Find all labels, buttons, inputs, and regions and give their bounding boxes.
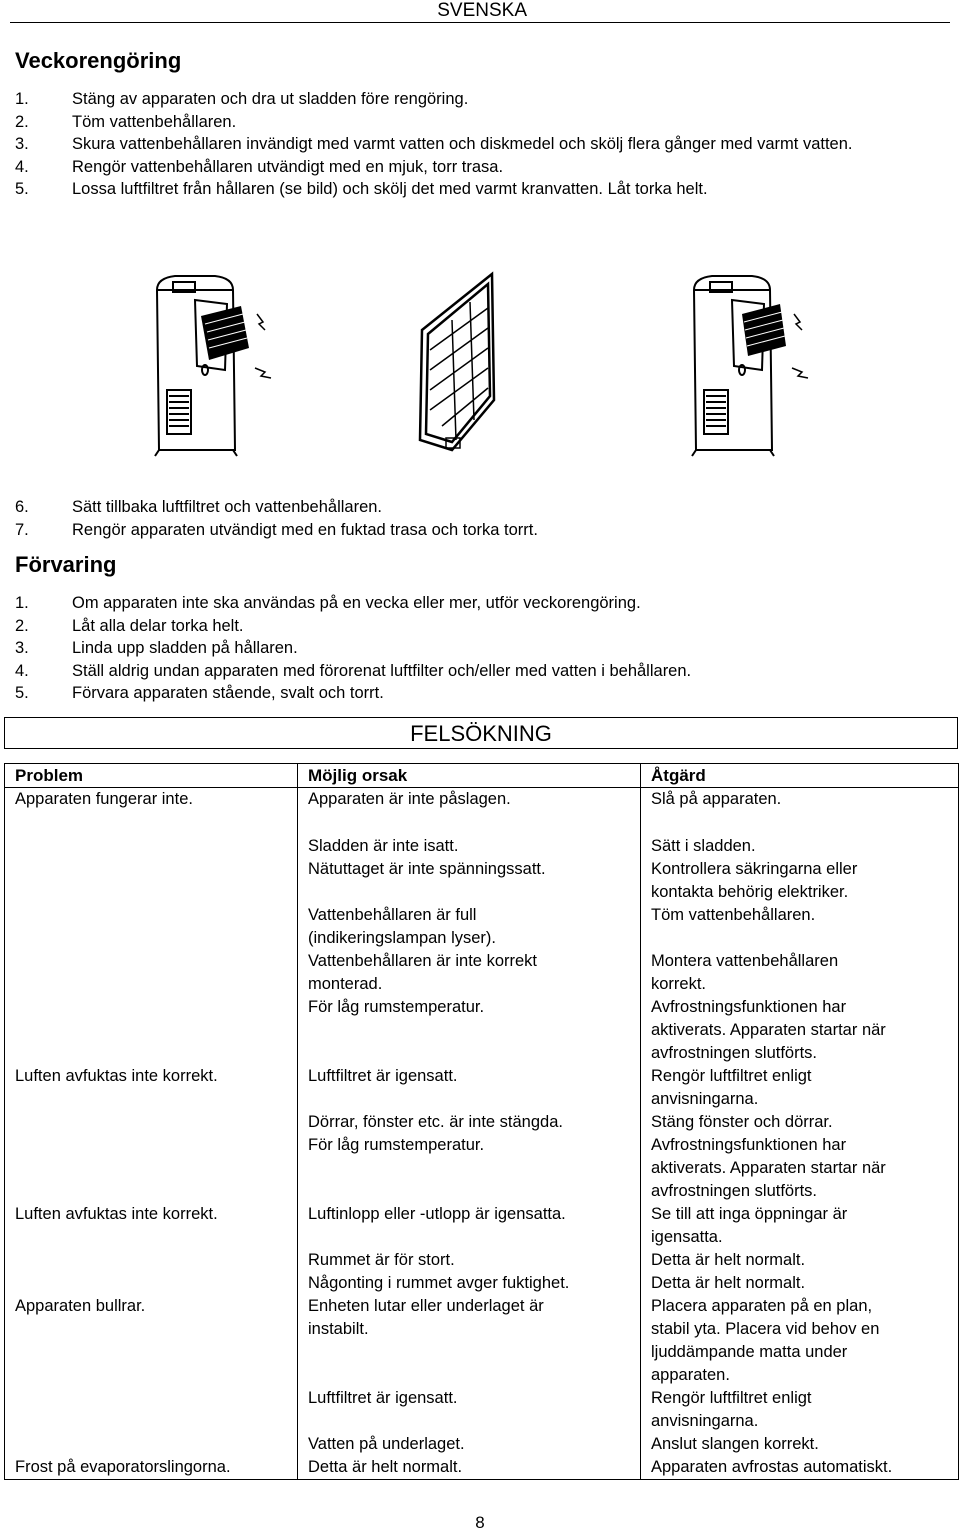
cell-action <box>641 1433 959 1456</box>
cell-text-line: ljuddämpande matta under <box>651 1343 848 1361</box>
cell-text-line: Avfrostningsfunktionen har <box>651 998 847 1016</box>
list-item: 2. Låt alla delar torka helt. <box>15 616 244 635</box>
cell-text-line: monterad. <box>308 975 383 993</box>
troubleshooting-heading-box <box>4 717 958 749</box>
cell-text-line: Avfrostningsfunktionen har <box>651 1136 847 1154</box>
cell-text-line: Rengör luftfiltret enligt <box>651 1389 812 1407</box>
cell-text-line: korrekt. <box>651 975 707 993</box>
column-header-action: Åtgärd <box>641 764 959 788</box>
cell-action <box>641 1134 959 1203</box>
cell-text-line: avfrostningen slutförts. <box>651 1182 817 1200</box>
cell-text-line: Slå på apparaten. <box>651 790 782 808</box>
cell-problem <box>5 1272 298 1295</box>
cell-text-line: anvisningarna. <box>651 1412 759 1430</box>
cell-text-line: instabilt. <box>308 1320 369 1338</box>
cell-text-line: Rummet är för stort. <box>308 1251 455 1269</box>
table-header-row <box>5 764 959 788</box>
cell-text-line: Detta är helt normalt. <box>651 1251 806 1269</box>
cell-action <box>641 1456 959 1480</box>
table-row <box>5 904 959 950</box>
table-row <box>5 1456 959 1480</box>
cell-action <box>641 1203 959 1249</box>
table-row <box>5 1387 959 1433</box>
cell-action <box>641 1249 959 1272</box>
cell-cause <box>298 1203 641 1249</box>
cell-action <box>641 1111 959 1134</box>
cell-text-line: Kontrollera säkringarna eller <box>651 860 858 878</box>
cell-text-line: avfrostningen slutförts. <box>651 1044 817 1062</box>
cell-cause <box>298 996 641 1065</box>
storage-steps-list <box>15 592 950 705</box>
air-filter-illustration <box>412 270 502 460</box>
cell-text-line: Detta är helt normalt. <box>651 1274 806 1292</box>
list-item: 5. Förvara apparaten stående, svalt och torrt. <box>15 684 384 702</box>
cell-action <box>641 1065 959 1111</box>
cell-action <box>641 1272 959 1295</box>
cell-text-line: anvisningarna. <box>651 1090 759 1108</box>
list-item: 1. Om apparaten inte ska användas på en vecka eller mer, utför veckorengöring. <box>15 594 641 612</box>
cell-cause <box>298 1134 641 1203</box>
cell-text-line: Enheten lutar eller underlaget är <box>308 1297 544 1315</box>
table-row <box>5 788 959 836</box>
cell-text-line: Sätt i sladden. <box>651 837 756 855</box>
cell-text-line: Placera apparaten på en plan, <box>651 1297 873 1315</box>
table-row <box>5 1134 959 1203</box>
list-item: 3. Skura vattenbehållaren invändigt med varmt vatten och diskmedel och skölj flera gånger med varmt vatten. <box>15 135 853 153</box>
column-header-cause: Möjlig orsak <box>298 764 641 788</box>
cell-text-line: Luftfiltret är igensatt. <box>308 1067 458 1085</box>
cell-problem <box>5 835 298 858</box>
column-header-problem: Problem <box>5 764 298 788</box>
header-rule <box>10 22 950 23</box>
cell-problem <box>5 996 298 1065</box>
table-row <box>5 1272 959 1295</box>
cell-text-line: Apparaten är inte påslagen. <box>308 790 511 808</box>
cell-text-line: kontakta behörig elektriker. <box>651 883 849 901</box>
storage-title: Förvaring <box>15 552 117 577</box>
cell-cause <box>298 788 641 836</box>
cell-action <box>641 1387 959 1433</box>
cell-action <box>641 835 959 858</box>
cell-problem <box>5 1387 298 1433</box>
cell-action <box>641 788 959 836</box>
cell-text-line: aktiverats. Apparaten startar när <box>651 1159 886 1177</box>
table-row <box>5 1249 959 1272</box>
cell-cause <box>298 1249 641 1272</box>
cell-problem <box>5 904 298 950</box>
cell-text-line: Någonting i rummet avger fuktighet. <box>308 1274 570 1292</box>
troubleshooting-title: FELSÖKNING <box>410 721 552 746</box>
cell-text-line: stabil yta. Placera vid behov en <box>651 1320 880 1338</box>
cell-text-line: Vattenbehållaren är inte korrekt <box>308 952 537 970</box>
cell-text-line: Se till att inga öppningar är <box>651 1205 848 1223</box>
list-item: 6. Sätt tillbaka luftfiltret och vattenbehållaren. <box>15 498 383 516</box>
cell-problem <box>5 950 298 996</box>
cell-problem <box>5 1249 298 1272</box>
header-language: SVENSKA <box>437 0 527 21</box>
dehumidifier-filter-removal-illustration <box>145 270 275 460</box>
cell-text-line: För låg rumstemperatur. <box>308 1136 485 1154</box>
cell-problem: Luften avfuktas inte korrekt. <box>5 1065 298 1111</box>
cell-text-line: Detta är helt normalt. <box>308 1458 463 1476</box>
cell-text-line: Luftinlopp eller -utlopp är igensatta. <box>308 1205 566 1223</box>
table-row <box>5 1433 959 1456</box>
cell-problem <box>5 1433 298 1456</box>
table-row <box>5 835 959 858</box>
list-item: 4. Rengör vattenbehållaren utvändigt med en mjuk, torr trasa. <box>15 157 504 176</box>
cell-text-line: Töm vattenbehållaren. <box>651 906 816 924</box>
cell-text-line: Anslut slangen korrekt. <box>651 1435 819 1453</box>
cell-action <box>641 950 959 996</box>
list-item: 7. Rengör apparaten utvändigt med en fuktad trasa och torka torrt. <box>15 520 538 539</box>
cell-cause <box>298 1065 641 1111</box>
table-row <box>5 996 959 1065</box>
cell-text-line: apparaten. <box>651 1366 730 1384</box>
weekly-steps-list <box>15 88 950 201</box>
troubleshooting-table-body <box>5 788 959 1480</box>
cell-text-line: Apparaten avfrostas automatiskt. <box>651 1458 893 1476</box>
cell-text-line: Sladden är inte isatt. <box>308 837 459 855</box>
cell-problem: Frost på evaporatorslingorna. <box>5 1456 298 1480</box>
cell-problem: Luften avfuktas inte korrekt. <box>5 1203 298 1249</box>
cell-problem <box>5 858 298 904</box>
cell-problem: Apparaten bullrar. <box>5 1295 298 1387</box>
cell-text-line: (indikeringslampan lyser). <box>308 929 496 947</box>
cell-text-line: För låg rumstemperatur. <box>308 998 485 1016</box>
cell-cause <box>298 1295 641 1387</box>
cell-action <box>641 858 959 904</box>
list-item: 2. Töm vattenbehållaren. <box>15 112 237 131</box>
table-row <box>5 1295 959 1387</box>
cell-text-line: Vatten på underlaget. <box>308 1435 465 1453</box>
cell-cause <box>298 1272 641 1295</box>
cell-cause <box>298 904 641 950</box>
cell-text-line: Montera vattenbehållaren <box>651 952 839 970</box>
cell-text-line: Rengör luftfiltret enligt <box>651 1067 812 1085</box>
cell-text-line: Nätuttaget är inte spänningssatt. <box>308 860 546 878</box>
table-row <box>5 1111 959 1134</box>
table-row <box>5 1065 959 1111</box>
page-number: 8 <box>475 1513 485 1532</box>
troubleshooting-table <box>4 763 959 1480</box>
cell-text-line: Stäng fönster och dörrar. <box>651 1113 833 1131</box>
cell-text-line: Luftfiltret är igensatt. <box>308 1389 458 1407</box>
table-row <box>5 858 959 904</box>
cell-text-line: aktiverats. Apparaten startar när <box>651 1021 886 1039</box>
cell-text-line: Dörrar, fönster etc. är inte stängda. <box>308 1113 563 1131</box>
list-item: 5. Lossa luftfiltret från hållaren (se bild) och skölj det med varmt kranvatten. Låt torka helt. <box>15 180 708 198</box>
list-item: 1. Stäng av apparaten och dra ut sladden före rengöring. <box>15 90 469 108</box>
list-item: 4. Ställ aldrig undan apparaten med förorenat luftfilter och/eller med vatten i behållaren. <box>15 661 692 680</box>
weekly-steps-list-continued <box>15 496 950 541</box>
cell-text-line: igensatta. <box>651 1228 723 1246</box>
cell-cause <box>298 950 641 996</box>
cell-action <box>641 1295 959 1387</box>
cell-text-line: Vattenbehållaren är full <box>308 906 477 924</box>
cell-cause <box>298 858 641 904</box>
cell-cause <box>298 1456 641 1480</box>
cell-problem <box>5 1111 298 1134</box>
cell-problem <box>5 1134 298 1203</box>
cell-cause <box>298 1387 641 1433</box>
cell-cause <box>298 1433 641 1456</box>
list-item: 3. Linda upp sladden på hållaren. <box>15 639 298 657</box>
cell-cause <box>298 1111 641 1134</box>
cell-cause <box>298 835 641 858</box>
table-row <box>5 1203 959 1249</box>
dehumidifier-filter-insert-illustration <box>682 270 812 460</box>
cell-action <box>641 996 959 1065</box>
table-row <box>5 950 959 996</box>
weekly-cleaning-title: Veckorengöring <box>15 48 182 73</box>
cell-problem: Apparaten fungerar inte. <box>5 788 298 836</box>
cell-action <box>641 904 959 950</box>
